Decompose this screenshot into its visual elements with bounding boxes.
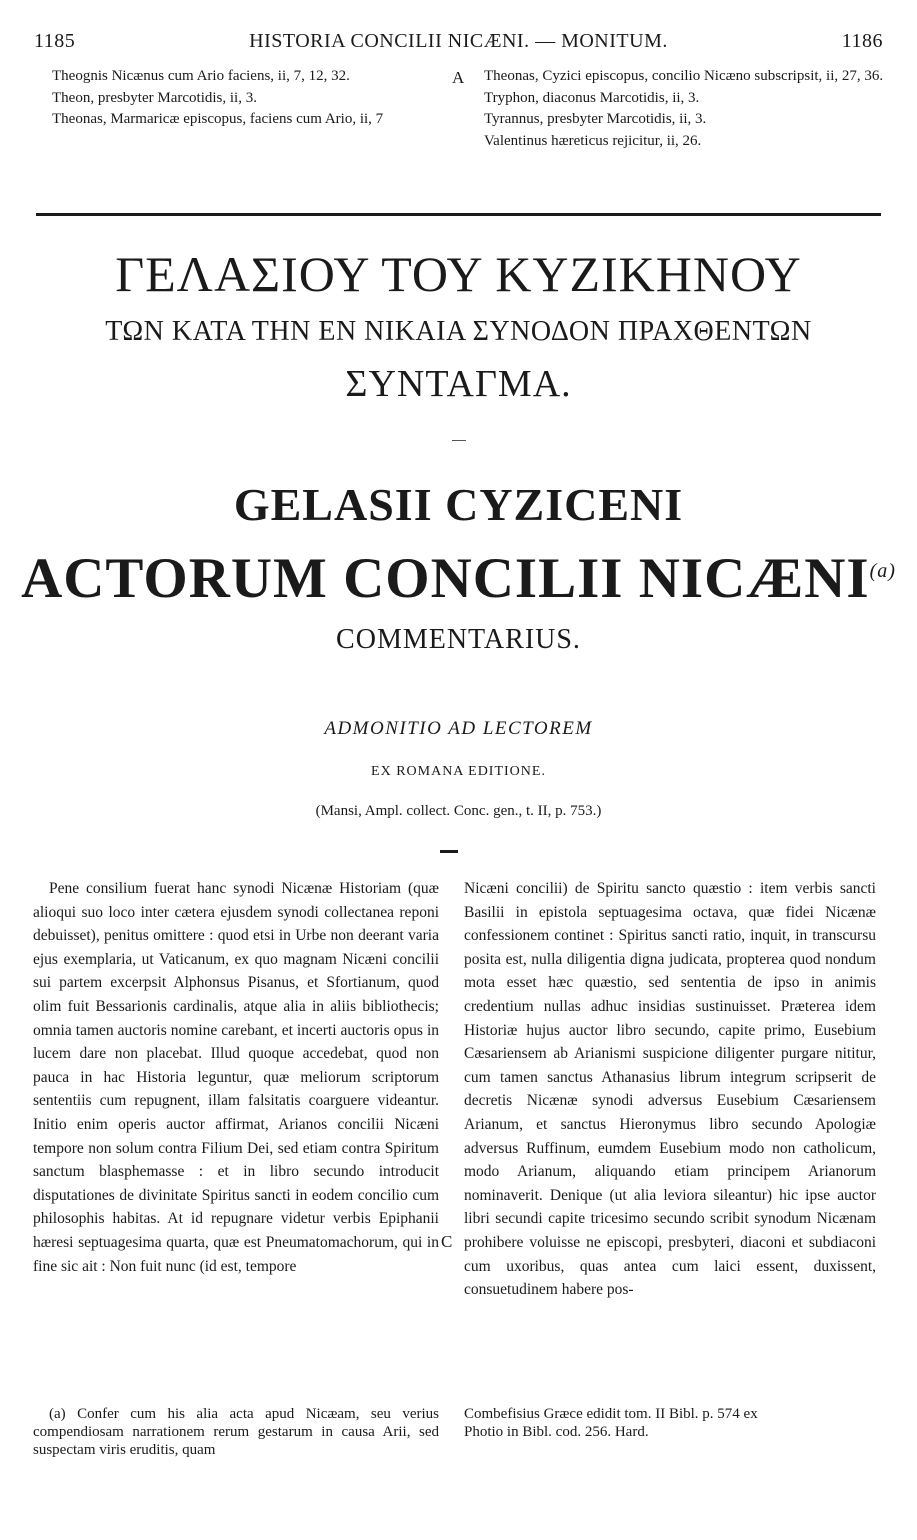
ornament-dash	[452, 440, 466, 441]
index-entry: Theonas, Cyzici episcopus, concilio Nicæno subscripsit, ii, 27, 36.	[484, 68, 884, 84]
edition-note: EX ROMANA EDITIONE.	[371, 764, 546, 779]
right-page-number: 1186	[841, 30, 883, 52]
running-title: HISTORIA CONCILII NICÆNI. — MONITUM.	[249, 30, 668, 52]
header-rule	[36, 213, 881, 216]
section-dash	[440, 850, 458, 853]
footnote-marker: (a)	[869, 560, 896, 582]
footnote-right	[464, 1405, 876, 1441]
greek-title-line2: ΤΩΝ ΚΑΤΑ ΤΗΝ ΕΝ ΝΙΚΑΙΑ ΣΥΝΟΔΟΝ ΠΡΑΧΘΕΝΤΩΝ	[105, 316, 812, 347]
footnote-right-line1: Combefisius Græce edidit tom. II Bibl. p. 574 ex	[464, 1406, 758, 1422]
margin-letter-a: A	[452, 68, 465, 87]
latin-title-line1: GELASII CYZICENI	[233, 479, 684, 530]
index-left-column	[34, 66, 454, 131]
body-right-column: Nicæni concilii) de Spiritu sancto quæstio : item verbis sancti Basilii in epistola septuagesima octava, quæ fidei Nicænæ confessionem continet : Spiritus sancti ratio, inquit, in transcursu posita est, nulla diligentia digna judicata, propterea quod nondum mota esset hæc quæstio, sed sententia de ipso in animis credentium nullas adhuc insidias sustinuisset. Præterea idem Historiæ hujus auctor libro secundo, capite primo, Eusebium Cæsariensem ab Arianismi suspicione diligenter purgare nititur, cum tamen sanctus Athanasius librum integrum scripserit de decretis Nicænæ synodi adversus Eusebium Cæsariensem Arianum, et sanctus Hieronymus libro secundo Apologiæ adversus Ruffinum, eumdem Eusebium modo non catholicum, modo Arianum, aliquando etiam principem Arianorum nominaverit. Denique (ut alia leviora sileantur) hic ipse auctor libri secundi capite tricesimo secundo scribit synodum Nicænam prohibere voluisse ne episcopi, presbyteri, diaconi et subdiaconi cum uxoribus, quas antea cum laici essent, duxissent, consuetudinem habere pos-	[464, 880, 876, 1299]
source-reference: (Mansi, Ampl. collect. Conc. gen., t. II, p. 753.)	[315, 803, 602, 819]
index-entry: Theonas, Marmaricæ episcopus, faciens cum Ario, ii, 7	[52, 111, 384, 127]
index-entry: Tryphon, diaconus Marcotidis, ii, 3.	[484, 89, 700, 106]
index-entry: Theon, presbyter Marcotidis, ii, 3.	[52, 89, 257, 106]
left-page-number: 1185	[34, 30, 76, 52]
index-entry: Theognis Nicænus cum Ario faciens, ii, 7, 12, 32.	[52, 68, 350, 84]
index-entry: Valentinus hæreticus rejicitur, ii, 26.	[484, 132, 702, 149]
latin-title-line3: COMMENTARIUS.	[336, 624, 581, 655]
greek-title-line3: ΣΥΝΤΑΓΜΑ.	[345, 363, 572, 405]
body-left-column: Pene consilium fuerat hanc synodi Nicænæ Historiam (quæ alioqui suo loco inter cætera ejusdem synodi collectanea reponi debuisset), penitus omittere : quod etsi in Urbe non deerant varia ejus exemplaria, ut Vaticanum, ex quo magnam Nicæni concilii sui partem excerpsit Alphonsus Pisanus, et Sfortianum, quod olim fuit Bessarionis cardinalis, atque alia in aliis bibliothecis; omnia tamen auctoris nomine carebant, et incerti auctoris opus in lucem dare non placebat. Illud quoque accedebat, quod non pauca in hac Historia leguntur, quæ meliorum scriptorum sententiis cum repugnent, illam falsitatis coarguere videantur. Initio enim operis auctor affirmat, Arianos concilii Nicæni tempore non solum contra Filium Dei, sed etiam contra Spiritum sanctum blasphemasse : et in libro secundo introducit disputationes de divinitate Spiritus sancti in eodem concilio cum philosophis habitas. At id repugnare videtur verbis Epiphanii hæresi septuagesima quarta, quæ est Pneumatomachorum, qui in fine sic ait : Non fuit nunc (id est, tempore	[33, 880, 439, 1275]
margin-letter-c: C	[441, 1232, 453, 1251]
index-right-column	[466, 66, 886, 152]
index-entry: Tyrannus, presbyter Marcotidis, ii, 3.	[484, 111, 707, 127]
admonitio-heading: ADMONITIO AD LECTOREM	[324, 718, 593, 739]
greek-title-line1: ΓΕΛΑΣΙΟΥ ΤΟΥ ΚΥΖΙΚΗΝΟΥ	[115, 246, 802, 302]
footnote-right-line2: Photio in Bibl. cod. 256. Hard.	[464, 1424, 649, 1440]
latin-title-text: ACTORUM CONCILII NICÆNI	[21, 547, 870, 610]
latin-title-line2	[0, 546, 917, 611]
footnote-left: (a) Confer cum his alia acta apud Nicæam, seu verius compendiosam narrationem rerum gestarum in causa Arii, sed suspectam viris eruditis, quam	[33, 1406, 439, 1458]
